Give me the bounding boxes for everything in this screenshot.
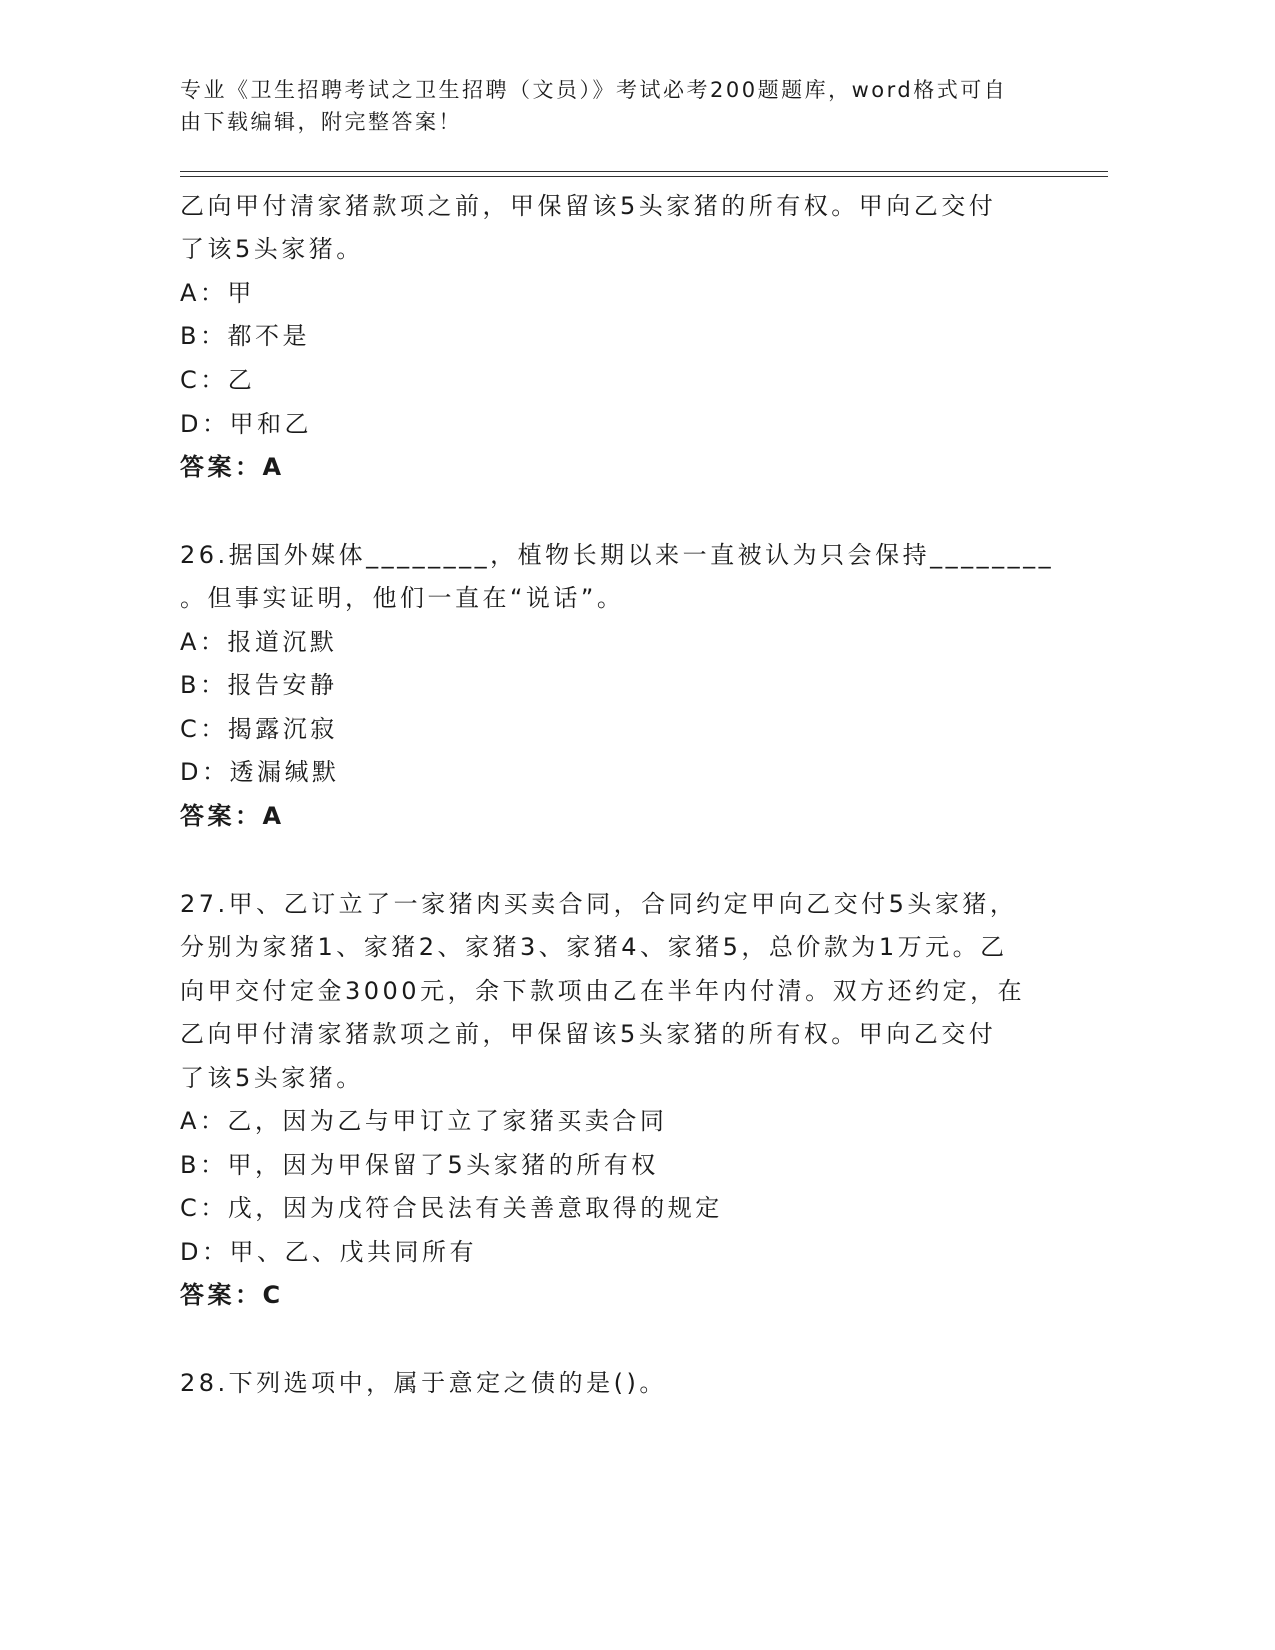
option-a: A：乙，因为乙与甲订立了家猪买卖合同 (180, 1107, 668, 1135)
header-divider-bottom (180, 176, 1108, 177)
answer-line: 答案：A (180, 453, 285, 481)
question-text: 乙向甲付清家猪款项之前，甲保留该5头家猪的所有权。甲向乙交付 (180, 192, 997, 220)
question-stem: 向甲交付定金3000元，余下款项由乙在半年内付清。双方还约定，在 (180, 977, 1026, 1005)
option-b: B：报告安静 (180, 671, 338, 699)
header-text-line-1: 专业《卫生招聘考试之卫生招聘（文员）》考试必考200题题库，word格式可自 (180, 78, 1008, 102)
option-d: D：甲和乙 (180, 410, 312, 438)
option-c: C：戊，因为戊符合民法有关善意取得的规定 (180, 1194, 723, 1222)
option-d: D：甲、乙、戊共同所有 (180, 1238, 477, 1266)
question-stem: 28.下列选项中，属于意定之债的是()。 (180, 1369, 667, 1397)
question-stem: 27.甲、乙订立了一家猪肉买卖合同，合同约定甲向乙交付5头家猪， (180, 890, 1018, 918)
question-stem: 26.据国外媒体________，植物长期以来一直被认为只会保持________ (180, 541, 1055, 569)
option-c: C：揭露沉寂 (180, 715, 338, 743)
question-stem: 。但事实证明，他们一直在“说话”。 (180, 584, 625, 612)
answer-line: 答案：C (180, 1281, 284, 1309)
option-c: C：乙 (180, 366, 256, 394)
question-stem: 了该5头家猪。 (180, 1064, 364, 1092)
header-text-line-2: 由下载编辑，附完整答案！ (180, 110, 462, 134)
option-b: B：甲，因为甲保留了5头家猪的所有权 (180, 1151, 659, 1179)
option-a: A：报道沉默 (180, 628, 338, 656)
question-stem: 分别为家猪1、家猪2、家猪3、家猪4、家猪5，总价款为1万元。乙 (180, 933, 1008, 961)
option-b: B：都不是 (180, 322, 310, 350)
option-d: D：透漏缄默 (180, 758, 340, 786)
header-divider-top (180, 171, 1108, 172)
option-a: A：甲 (180, 279, 255, 307)
question-text: 了该5头家猪。 (180, 235, 364, 263)
question-stem: 乙向甲付清家猪款项之前，甲保留该5头家猪的所有权。甲向乙交付 (180, 1020, 997, 1048)
answer-line: 答案：A (180, 802, 285, 830)
